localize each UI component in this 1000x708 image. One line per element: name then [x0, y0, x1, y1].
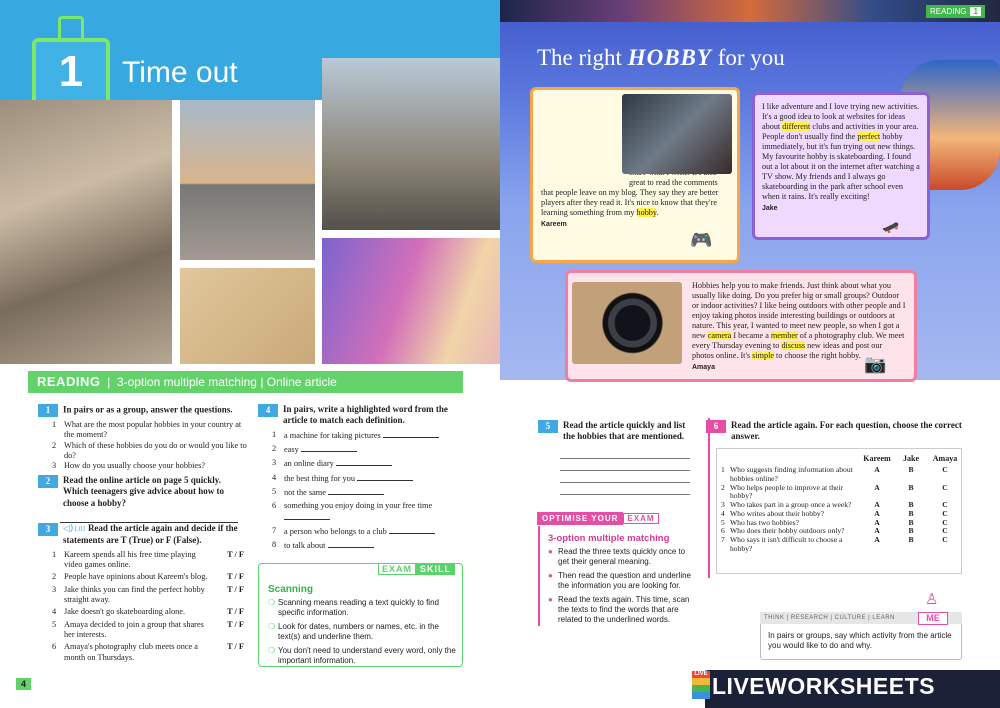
table-row: 2 Who helps people to improve at their hobby? A B C: [718, 484, 962, 501]
highlight-word: discuss: [781, 341, 806, 350]
answer-line[interactable]: [336, 458, 392, 466]
tf-choice[interactable]: T / F: [227, 549, 244, 559]
exam-skill-tag: EXAM SKILL: [378, 564, 455, 578]
table-row: 6 Who does their hobby outdoors only? A B C: [718, 527, 962, 536]
author-amaya: Amaya: [692, 364, 715, 371]
matching-table: [718, 454, 962, 553]
tf-statement: 4 Jake doesn't go skateboarding alone. T / F: [52, 607, 244, 617]
page-number-left: 4: [16, 678, 31, 690]
author-jake: Jake: [762, 205, 778, 212]
post-jake: I like adventure and I love trying new activities. It's a good idea to look at websites for ideas about different clubs and activities in your area. People don't usually find the perfect hobby immediately, but it's fun trying out new things. My favourite hobby is skateboarding. I found out a lot about it on the internet after watching a TV show. My friends and I always go skateboarding in the park after school even when it rains. It's really exciting! Jake: [752, 92, 930, 240]
exercise-number: 6: [706, 420, 726, 433]
option-a[interactable]: A: [874, 517, 880, 527]
answer-line[interactable]: [560, 483, 690, 495]
tf-choice[interactable]: T / F: [227, 607, 244, 617]
exercise-title: Read the article again. For each question, choose the correct answer.: [731, 420, 962, 442]
exercise-title: Read the article quickly and list the hobbies that are mentioned.: [563, 420, 686, 442]
liveworksheets-logo: LIVEWORKSHEETS: [712, 673, 935, 699]
answer-line[interactable]: [389, 526, 435, 534]
definition-item: 5 not the same: [272, 487, 463, 498]
answer-line[interactable]: [560, 471, 690, 483]
answer-line[interactable]: [560, 459, 690, 471]
author-kareem: Kareem: [541, 221, 567, 228]
option-a[interactable]: A: [874, 508, 880, 518]
exercise-title: Read the online article on page 5 quickly. Which teenagers give advice about how to choose a hobby?: [63, 475, 224, 508]
exercise-4: [258, 404, 463, 555]
table-row: 4 Who writes about their hobby? A B C: [718, 510, 962, 519]
option-b[interactable]: B: [908, 526, 914, 536]
highlight-word: hobby: [636, 208, 657, 217]
tf-choice[interactable]: T / F: [227, 642, 244, 652]
tf-choice[interactable]: T / F: [227, 572, 244, 582]
answer-line[interactable]: [383, 430, 439, 438]
option-c[interactable]: C: [942, 482, 948, 492]
unit-tab-decoration: [58, 16, 84, 38]
tf-statement: 1 Kareem spends all his free time playing video games online. T / F: [52, 549, 244, 569]
answer-line[interactable]: [328, 487, 384, 495]
me-tag: ME: [918, 612, 948, 625]
option-a[interactable]: A: [874, 500, 880, 510]
optimise-bullets: ● Read the three texts quickly once to get their general meaning. ● Then read the question and underline the information you are looking for. ● Read the texts again. This time, scan the texts to find the words that are related to the underlined words.: [548, 547, 691, 625]
option-a[interactable]: A: [874, 526, 880, 536]
highlight-word: simple: [752, 351, 774, 360]
option-c[interactable]: C: [942, 534, 948, 544]
photo-mountain-bike: [322, 58, 500, 230]
post-amaya: Hobbies help you to make friends. Just think about what you usually like doing. Do you prefer big or small groups? Outdoor or indoor activities? I like being outdoors with other people and I enjoy taking photos inside interesting buildings or outdoors at nature. This year, I wanted to meet new people, so when I got a new camera I became a member of a photography club. We meet every Thursday evening to discuss new ideas and post our photos online. It's simple to choose the right hobby. Amaya: [565, 270, 917, 382]
photo-tennis: [180, 268, 315, 364]
person-icon: ♙: [925, 591, 939, 608]
definition-item: 4 the best thing for you: [272, 473, 463, 484]
answer-line[interactable]: [60, 515, 238, 523]
option-a[interactable]: A: [874, 534, 880, 544]
think-me-text: In pairs or groups, say which activity from the article you would like to do and why.: [768, 631, 952, 651]
post-kareem: great to read the comments that people leave on my blog. They say they are better players after they read it. It's nice to know that they're learning something from my hobby. Kareem: [530, 87, 740, 263]
scanning-bullets: ❍ Scanning means reading a text quickly to find specific information. ❍ Look for dates, numbers or names, etc. in the text(s) and underline them. ❍ You don't need to understand every word, only the important information.: [268, 598, 456, 665]
answer-line[interactable]: [560, 447, 690, 459]
exercise-number: 3: [38, 523, 58, 536]
definition-item: 7 a person who belongs to a club: [272, 526, 463, 537]
option-b[interactable]: B: [908, 517, 914, 527]
highlight-word: perfect: [857, 132, 881, 141]
exercise-2: [38, 475, 248, 523]
exercise-title: Read the article again and decide if the statements are T (True) or F (False).: [63, 523, 238, 546]
column-amaya: Amaya: [932, 454, 958, 463]
option-c[interactable]: C: [942, 508, 948, 518]
highlight-word: member: [770, 331, 798, 340]
reading-subtitle: 3-option multiple matching | Online article: [116, 375, 337, 389]
exercise-6: [706, 420, 964, 443]
option-b[interactable]: B: [908, 534, 914, 544]
option-c[interactable]: C: [942, 517, 948, 527]
column-kareem: Kareem: [863, 454, 891, 463]
definition-item: 1 a machine for taking pictures: [272, 430, 463, 441]
scanning-title: Scanning: [268, 584, 314, 595]
exercise-title: In pairs, write a highlighted word from the article to match each definition.: [283, 404, 448, 426]
option-b[interactable]: B: [908, 465, 914, 475]
exercise-3: [38, 523, 248, 665]
column-jake: Jake: [903, 454, 919, 463]
question-item: 1 What are the most popular hobbies in your country at the moment?: [52, 420, 242, 440]
table-row: 1 Who suggests finding information about hobbies online? A B C: [718, 466, 962, 483]
answer-line[interactable]: [328, 540, 374, 548]
option-c[interactable]: C: [942, 500, 948, 510]
tf-choice[interactable]: T / F: [227, 584, 244, 594]
tf-choice[interactable]: T / F: [227, 619, 244, 629]
photo-dancing: [180, 100, 315, 260]
exercise-1: [38, 404, 248, 472]
option-c[interactable]: C: [942, 465, 948, 475]
tf-statement: 2 People have opinions about Kareem's blog. T / F: [52, 572, 244, 582]
option-b[interactable]: B: [908, 482, 914, 492]
option-a[interactable]: A: [874, 465, 880, 475]
reading-label: READING: [37, 374, 101, 389]
audio-icon[interactable]: ◁): [63, 524, 74, 534]
answer-line[interactable]: [357, 473, 413, 481]
exercise-number: 5: [538, 420, 558, 433]
photo-vlogging-camera: [622, 94, 732, 174]
unit-title: Time out: [122, 56, 238, 89]
pink-divider: [538, 526, 540, 626]
live-side-logo: LIVE: [692, 671, 710, 699]
definition-item: 8 to talk about: [272, 540, 463, 551]
audio-track: 1.01: [73, 525, 86, 533]
question-item: 2 Which of these hobbies do you do or would you like to do?: [52, 440, 247, 461]
tf-statement: 3 Jake thinks you can find the perfect hobby straight away. T / F: [52, 584, 244, 604]
definition-item: 2 easy: [272, 444, 463, 455]
exercise-5: [538, 420, 698, 495]
table-row: 7 Who says it isn't difficult to choose a hobby? A B C: [718, 536, 962, 553]
answer-line[interactable]: [301, 444, 357, 452]
highlight-word: different: [782, 122, 811, 131]
unit-number: 1: [32, 38, 110, 106]
exercise-title: In pairs or as a group, answer the questions.: [63, 404, 233, 415]
question-item: 3 How do you usually choose your hobbies?: [52, 461, 206, 471]
tf-statement: 5 Amaya decided to join a group that shares her interests. T / F: [52, 619, 244, 640]
option-b[interactable]: B: [908, 500, 914, 510]
article-title: The right HOBBY for you: [537, 45, 785, 70]
think-me-bar: THINK | RESEARCH | CULTURE | LEARN: [760, 612, 962, 624]
photo-camera-lens: [572, 282, 682, 364]
definition-item: 6 something you enjoy doing in your free time: [272, 501, 463, 523]
table-row: 5 Who has two hobbies? A B C: [718, 519, 962, 528]
exercise-number: 1: [38, 404, 58, 417]
reading-section-bar: READING | 3-option multiple matching | Online article: [28, 371, 463, 393]
camera-icon: 📷: [864, 354, 887, 374]
highlight-word: camera: [707, 331, 732, 340]
optimise-exam-tag: OPTIMISE YOUR EXAM: [537, 514, 659, 528]
graffiti-strip: [500, 0, 1000, 22]
option-b[interactable]: B: [908, 508, 914, 518]
gamepad-icon: 🎮: [690, 230, 713, 250]
skateboard-icon: 🛹: [882, 219, 900, 235]
exercise-number: 4: [258, 404, 278, 417]
reading-tab: READING 1: [926, 5, 985, 18]
option-c[interactable]: C: [942, 526, 948, 536]
tf-statement: 6 Amaya's photography club meets once a month on Thursdays. T / F: [52, 642, 244, 662]
photo-painting: [322, 238, 500, 364]
answer-line[interactable]: [284, 512, 330, 520]
definition-item: 3 an online diary: [272, 458, 463, 469]
table-row: 3 Who takes part in a group once a week? A B C: [718, 501, 962, 510]
exercise-number: 2: [38, 475, 58, 488]
optimise-title: 3-option multiple matching: [548, 533, 670, 544]
option-a[interactable]: A: [874, 482, 880, 492]
photo-climbing: [0, 100, 172, 364]
